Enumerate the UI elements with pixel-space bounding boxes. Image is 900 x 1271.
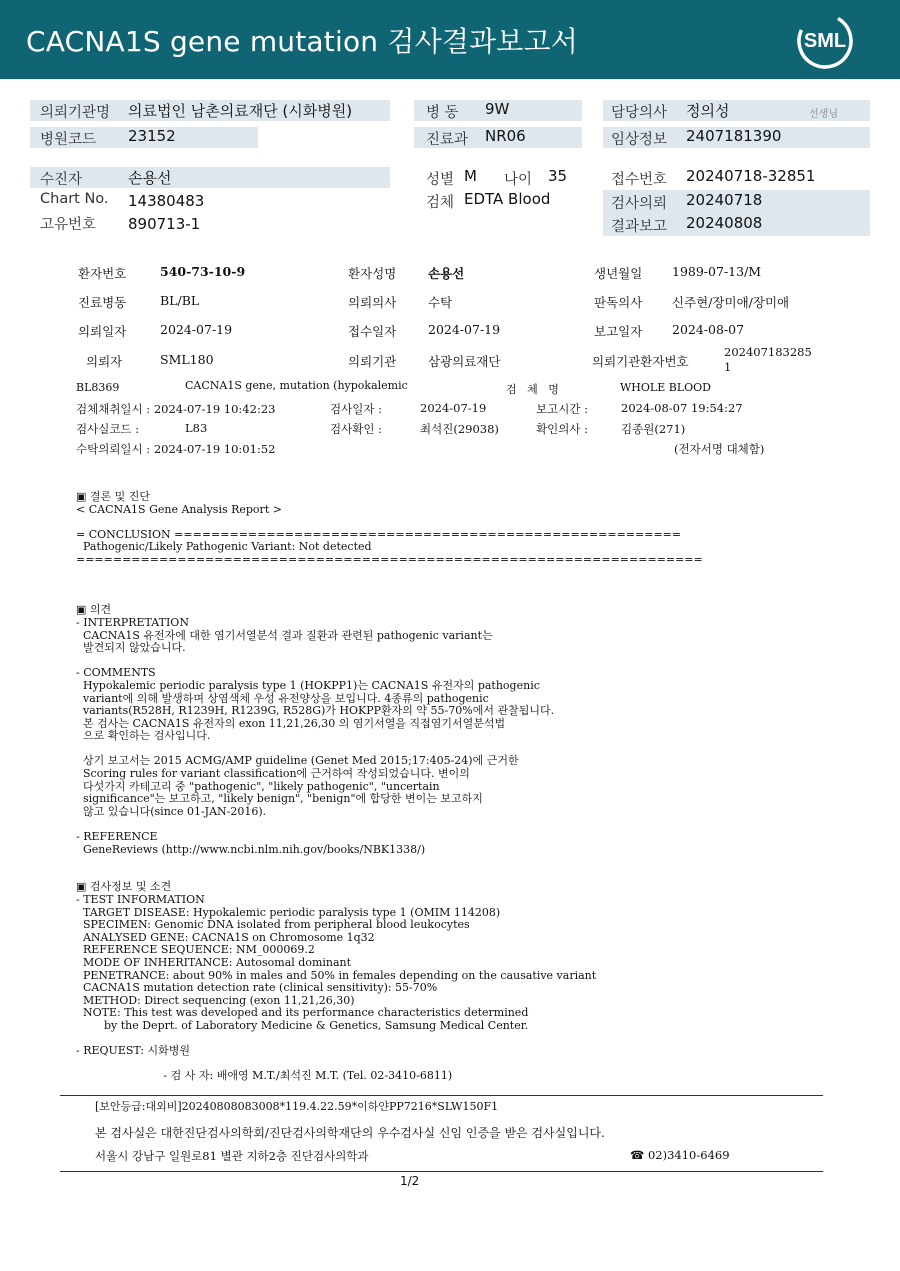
report-line: - INTERPRETATION <box>76 615 189 629</box>
page-number: 1/2 <box>400 1174 420 1188</box>
ward-value: 9W <box>485 100 510 118</box>
report-line: Pathogenic/Likely Pathogenic Variant: Not detected <box>76 540 372 554</box>
scan-value: 최석진(29038) <box>420 422 499 436</box>
e-signature-note: (전자서명 대체함) <box>674 442 765 456</box>
specimen-label: 검체 <box>426 195 455 211</box>
scan-value: 2024-07-19 <box>428 322 501 337</box>
certification-line: 본 검사실은 대한진단검사의학회/진단검사의학재단의 우수검사실 신임 인증을 받은 검사실입니다. <box>95 1126 605 1140</box>
scan-value: BL/BL <box>160 293 200 308</box>
report-line: - REQUEST: 시화병원 <box>76 1044 191 1058</box>
scan-label: 보고일자 <box>594 324 643 339</box>
chart-label: Chart No. <box>40 191 109 207</box>
logo-text: SML <box>803 30 847 52</box>
report-line: NOTE: This test was developed and its performance characteristics determined <box>76 1006 529 1020</box>
scan-label: 환자번호 <box>78 266 127 281</box>
report-line: Hypokalemic periodic paralysis type 1 (HOKPP1)는 CACNA1S 유전자의 pathogenic <box>76 678 540 692</box>
hospital-code-value: 23152 <box>128 127 176 145</box>
scan-label: 생년월일 <box>594 266 643 281</box>
report-line: ▣ 의견 <box>76 603 112 617</box>
report-date-value: 20240808 <box>686 214 763 232</box>
institution-label: 의뢰기관명 <box>40 105 111 121</box>
report-line: 않고 있습니다(since 01-JAN-2016). <box>76 804 267 818</box>
scan-label: 검사실코드 : <box>76 422 140 436</box>
scan-value: 2024-08-07 19:54:27 <box>621 401 743 415</box>
scan-label: 의뢰기관 <box>348 354 397 369</box>
request-label: 검사의뢰 <box>611 196 668 212</box>
report-header <box>0 0 900 79</box>
patient-label: 수진자 <box>40 172 83 188</box>
report-line <box>76 516 703 529</box>
institution-value: 의료법인 남촌의료재단 (시화병원) <box>128 102 353 120</box>
dept-value: NR06 <box>485 127 526 145</box>
doctor-label: 담당의사 <box>611 105 668 121</box>
report-line: GeneReviews (http://www.ncbi.nlm.nih.gov/books/NBK1338/) <box>76 842 426 856</box>
scan-label: 의뢰자 <box>86 354 123 369</box>
scan-value: 삼광의료재단 <box>428 354 501 369</box>
report-line: 본 검사는 CACNA1S 유전자의 exon 11,21,26,30 의 염기서열을 직접염기서열분석법 <box>76 716 506 730</box>
scan-label: 확인의사 : <box>536 422 588 436</box>
ward-label: 병 동 <box>426 105 459 121</box>
scan-value: 2024-07-19 <box>420 401 487 415</box>
scan-label: 의뢰기관환자번호 <box>592 354 689 369</box>
phone-line: ☎ 02)3410-6469 <box>630 1148 730 1162</box>
report-line: 발견되지 않았습니다. <box>76 641 186 655</box>
request-value: 20240718 <box>686 191 763 209</box>
scan-label: 환자성명 <box>348 266 397 281</box>
report-line: 으로 확인하는 검사입니다. <box>76 729 211 743</box>
clinical-label: 임상정보 <box>611 132 668 148</box>
report-line: MODE OF INHERITANCE: Autosomal dominant <box>76 955 352 969</box>
collect-time: 검체채취일시 : 2024-07-19 10:42:23 <box>76 402 276 416</box>
report-line: METHOD: Direct sequencing (exon 11,21,26,30) <box>76 993 355 1007</box>
report-line: - TEST INFORMATION <box>76 893 205 906</box>
report-line: CACNA1S mutation detection rate (clinical sensitivity): 55-70% <box>76 981 438 995</box>
scan-value: 2024-08-07 <box>672 322 745 337</box>
scan-value-cont: 1 <box>724 360 732 374</box>
scan-specimen-value: WHOLE BLOOD <box>620 381 711 394</box>
report-line: Scoring rules for variant classification에 근거하여 작성되었습니다. 변이의 <box>76 767 470 781</box>
report-date-label: 결과보고 <box>611 219 668 235</box>
scan-label: 의뢰의사 <box>348 295 397 310</box>
report-line: ANALYSED GENE: CACNA1S on Chromosome 1q32 <box>76 930 375 944</box>
scan-value: 2024-07-19 <box>160 322 233 337</box>
scan-value: 202407183285 <box>724 345 812 359</box>
report-line: significance"는 보고하고, "likely benign", "benign"에 합당한 변이는 보고하지 <box>76 792 483 806</box>
report-line: variant에 의해 발생하며 상염색체 우성 유전양상을 보입니다. 4종류의 pathogenic <box>76 691 489 705</box>
report-line <box>76 579 703 592</box>
report-line <box>76 818 703 831</box>
report-line: SPECIMEN: Genomic DNA isolated from peripheral blood leukocytes <box>76 918 470 932</box>
report-line <box>76 655 703 668</box>
test-code: BL8369 <box>76 381 120 394</box>
report-line <box>76 592 703 605</box>
scan-value: 김종원(271) <box>621 422 686 436</box>
patient-value: 손용선 <box>128 169 172 187</box>
hospital-code-label: 병원코드 <box>40 132 97 148</box>
consign-time: 수탁의뢰일시 : 2024-07-19 10:01:52 <box>76 442 276 456</box>
sex-value: M <box>464 167 477 185</box>
address-line: 서울시 강남구 일원로81 별관 지하2층 진단검사의학과 <box>95 1149 369 1163</box>
footer-divider-top <box>60 1095 823 1096</box>
clinical-value: 2407181390 <box>686 127 782 145</box>
scan-label: 진료병동 <box>78 295 127 310</box>
report-line: variants(R528H, R1239H, R1239G, R528G)가 HOKPP환자의 약 55-70%에서 관찰됩니다. <box>76 704 555 718</box>
report-line: = CONCLUSION ======================================================= <box>76 527 682 541</box>
report-line: < CACNA1S Gene Analysis Report > <box>76 502 282 516</box>
patient-bar <box>30 167 390 188</box>
chart-value: 14380483 <box>128 192 205 210</box>
scan-value: SML180 <box>160 352 214 367</box>
security-line: [보안등급:대외비]20240808083008*119.4.22.59*이하얀PP7216*SLW150F1 <box>95 1100 499 1113</box>
report-line: ▣ 결론 및 진단 <box>76 490 151 503</box>
report-line: ==================================================================== <box>76 552 703 566</box>
footer-divider-bottom <box>60 1171 823 1172</box>
age-value: 35 <box>548 167 568 185</box>
scan-value: 손용선 <box>428 266 465 281</box>
report-line <box>76 856 703 869</box>
report-body <box>76 491 703 1083</box>
report-line: CACNA1S 유전자에 대한 염기서열분석 결과 질환과 관련된 pathogenic variant는 <box>76 628 493 642</box>
report-line: TARGET DISEASE: Hypokalemic periodic paralysis type 1 (OMIM 114208) <box>76 905 501 919</box>
test-name: CACNA1S gene, mutation (hypokalemic <box>185 379 408 392</box>
report-line: PENETRANCE: about 90% in males and 50% in females depending on the causative variant <box>76 968 597 982</box>
receipt-value: 20240718-32851 <box>686 167 816 185</box>
scan-value: 540-73-10-9 <box>160 264 246 279</box>
report-line <box>76 567 703 580</box>
sex-label: 성별 <box>426 172 455 188</box>
dept-label: 진료과 <box>426 132 469 148</box>
report-line: ▣ 검사정보 및 소견 <box>76 880 172 894</box>
scan-label: 검사일자 : <box>330 402 382 416</box>
report-line: by the Deprt. of Laboratory Medicine & Genetics, Samsung Medical Center. <box>76 1018 529 1032</box>
scan-value: L83 <box>185 421 208 435</box>
age-label: 나이 <box>504 172 533 188</box>
scan-value: 수탁 <box>428 295 453 310</box>
doctor-suffix: 선생님 <box>809 109 838 120</box>
scan-label: 판독의사 <box>594 295 643 310</box>
scan-label: 보고시간 : <box>536 402 588 416</box>
uid-value: 890713-1 <box>128 215 201 233</box>
report-line: REFERENCE SEQUENCE: NM_000069.2 <box>76 943 315 957</box>
doctor-value: 정의성 <box>686 102 730 120</box>
uid-label: 고유번호 <box>40 217 97 233</box>
report-line: 다섯가지 카테고리 중 "pathogenic", "likely pathogenic", "uncertain <box>76 779 440 793</box>
scan-value: 신주현/장미애/장미애 <box>672 295 790 310</box>
sml-logo <box>796 12 854 70</box>
scan-label: 의뢰일자 <box>78 324 127 339</box>
scan-label: 검사확인 : <box>330 422 382 436</box>
scan-label: 접수일자 <box>348 324 397 339</box>
report-line: - REFERENCE <box>76 830 158 844</box>
specimen-value: EDTA Blood <box>464 190 551 208</box>
report-line: 상기 보고서는 2015 ACMG/AMP guideline (Genet Med 2015;17:405-24)에 근거한 <box>76 754 519 768</box>
scan-value: 1989-07-13/M <box>672 264 762 279</box>
report-line: - 검 사 자: 배애영 M.T./최석진 M.T. (Tel. 02-3410-6811) <box>76 1069 453 1083</box>
receipt-label: 접수번호 <box>611 172 668 188</box>
report-title: CACNA1S gene mutation 검사결과보고서 <box>26 25 579 58</box>
report-line: - COMMENTS <box>76 666 156 680</box>
scan-specimen-label: 검 체 명 <box>506 383 559 396</box>
